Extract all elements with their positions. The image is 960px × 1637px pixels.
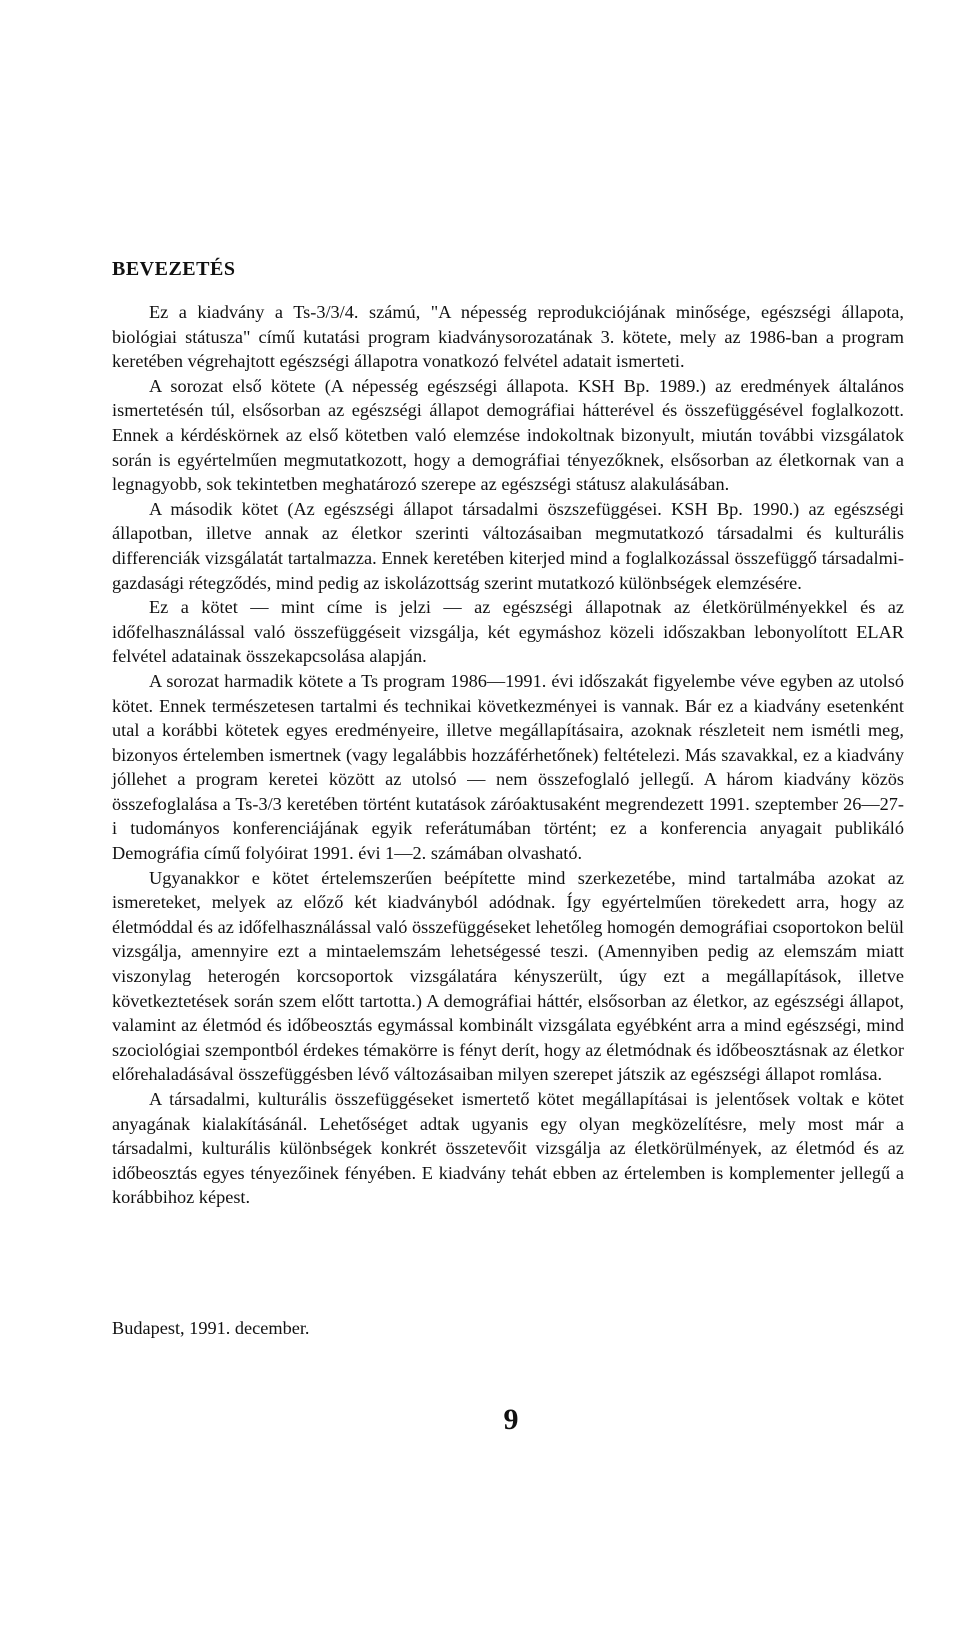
paragraph: A második kötet (Az egészségi állapot társadalmi öszszefüggései. KSH Bp. 1990.) az egészségi állapotban, illetve annak az életkor szerinti változásaiban megmutatkozó társadalmi és kulturális differenciák vizsgálatát tartalmazza. Ennek keretében kiterjed mind a foglalkozással összefüggő társadalmi-gazdasági rétegződés, mind pedig az iskolázottság szerint mutatkozó különbségek elemzésére. [112, 498, 904, 593]
paragraph: A társadalmi, kulturális összefüggéseket ismertető kötet megállapításai is jelentősek voltak e kötet anyagának kialakításánál. Lehetőséget adtak ugyanis egy olyan megközelítésre, mely most már a társadalmi, kulturális különbségek konkrét összetevőit vizsgálja az életkörülmények, az életmód és az időbeosztás egyes tényezőinek fényében. E kiadvány tehát ebben az értelemben is komplementer jellegű a korábbihoz képest. [112, 1089, 904, 1208]
paragraph: A sorozat harmadik kötete a Ts program 1986—1991. évi időszakát figyelembe véve egyben az utolsó kötet. Ennek természetesen tartalmi és technikai következményei is vannak. Bár ez a kiadvány esetenként utal a korábbi kötetek egyes eredményeire, illetve megállapításaira, azoknak részleteit nem ismétli meg, bizonyos értelemben ismertnek (vagy legalábbis hozzáférhetőnek) feltételezi. Más szavakkal, ez a kiadvány jóllehet a program keretei között az utolsó — nem összefoglaló jellegű. A három kiadvány közös összefoglalása a Ts-3/3 keretében történt kutatások záróaktusaként megrendezett 1991. szeptember 26—27-i tudományos konferenciájának egyik referátumában történt; ez a konferencia anyagait publikáló Demográfia című folyóirat 1991. évi 1—2. számában olvasható. [112, 670, 904, 864]
paragraph: Ez a kiadvány a Ts-3/3/4. számú, "A népesség reprodukciójának minősége, egészségi állapota, biológiai státusza" című kutatási program kiadványsorozatának 3. kötete, mely az 1986-ban a program keretében végrehajtott egészségi állapotra vonatkozó felvétel adatait ismerteti. [112, 302, 904, 372]
paragraph: Ez a kötet — mint címe is jelzi — az egészségi állapotnak az életkörülményekkel és az időfelhasználással való összefüggéseit vizsgálja, két egymáshoz közeli időszakban lebonyolított ELAR felvétel adatainak összekapcsolása alapján. [112, 597, 904, 667]
body-text [112, 300, 904, 1210]
dateline: Budapest, 1991. december. [112, 1318, 310, 1338]
paragraph: A sorozat első kötete (A népesség egészségi állapota. KSH Bp. 1989.) az eredmények általános ismertetésén túl, elsősorban az egészségi állapot demográfiai hátterével és összefüggésével foglalkozott. Ennek a kérdéskörnek az első kötetben való elemzése indokoltnak bizonyult, miután további vizsgálatok során is egyértelműen megmutatkozott, hogy a demográfiai tényezőknek, elsősorban az életkornak van a legnagyobb, sok tekintetben meghatározó szerepe az egészségi státusz alakulásában. [112, 375, 904, 495]
section-heading: BEVEZETÉS [112, 258, 236, 280]
page-number: 9 [503, 1403, 519, 1436]
paragraph: Ugyanakkor e kötet értelemszerűen beépítette mind szerkezetébe, mind tartalmába azokat az ismereteket, melyek az előző két kiadványból adódnak. Így egyértelműen törekedett arra, hogy az életmóddal és az időfelhasználással való összefüggéseket lehetőleg homogén demográfiai csoportokon belül vizsgálja, amennyire ezt a mintaelemszám lehetségessé teszi. (Amennyiben pedig az elemszám miatt viszonylag heterogén korcsoportok vizsgálatára kényszerült, úgy ezt a megállapítások, illetve következtetések során szem előtt tartotta.) A demográfiai háttér, elsősorban az életkor, az egészségi állapot, valamint az életmód és időbeosztás egymással kombinált vizsgálata egyébként arra a mind egészségi, mind szociológiai szempontból érdekes témakörre is fényt derít, hogy az életmódnak és időbeosztásnak az életkor előrehaladásával összefüggésben lévő változásaiban milyen szerepet játszik az egészségi állapot romlása. [112, 867, 904, 1085]
